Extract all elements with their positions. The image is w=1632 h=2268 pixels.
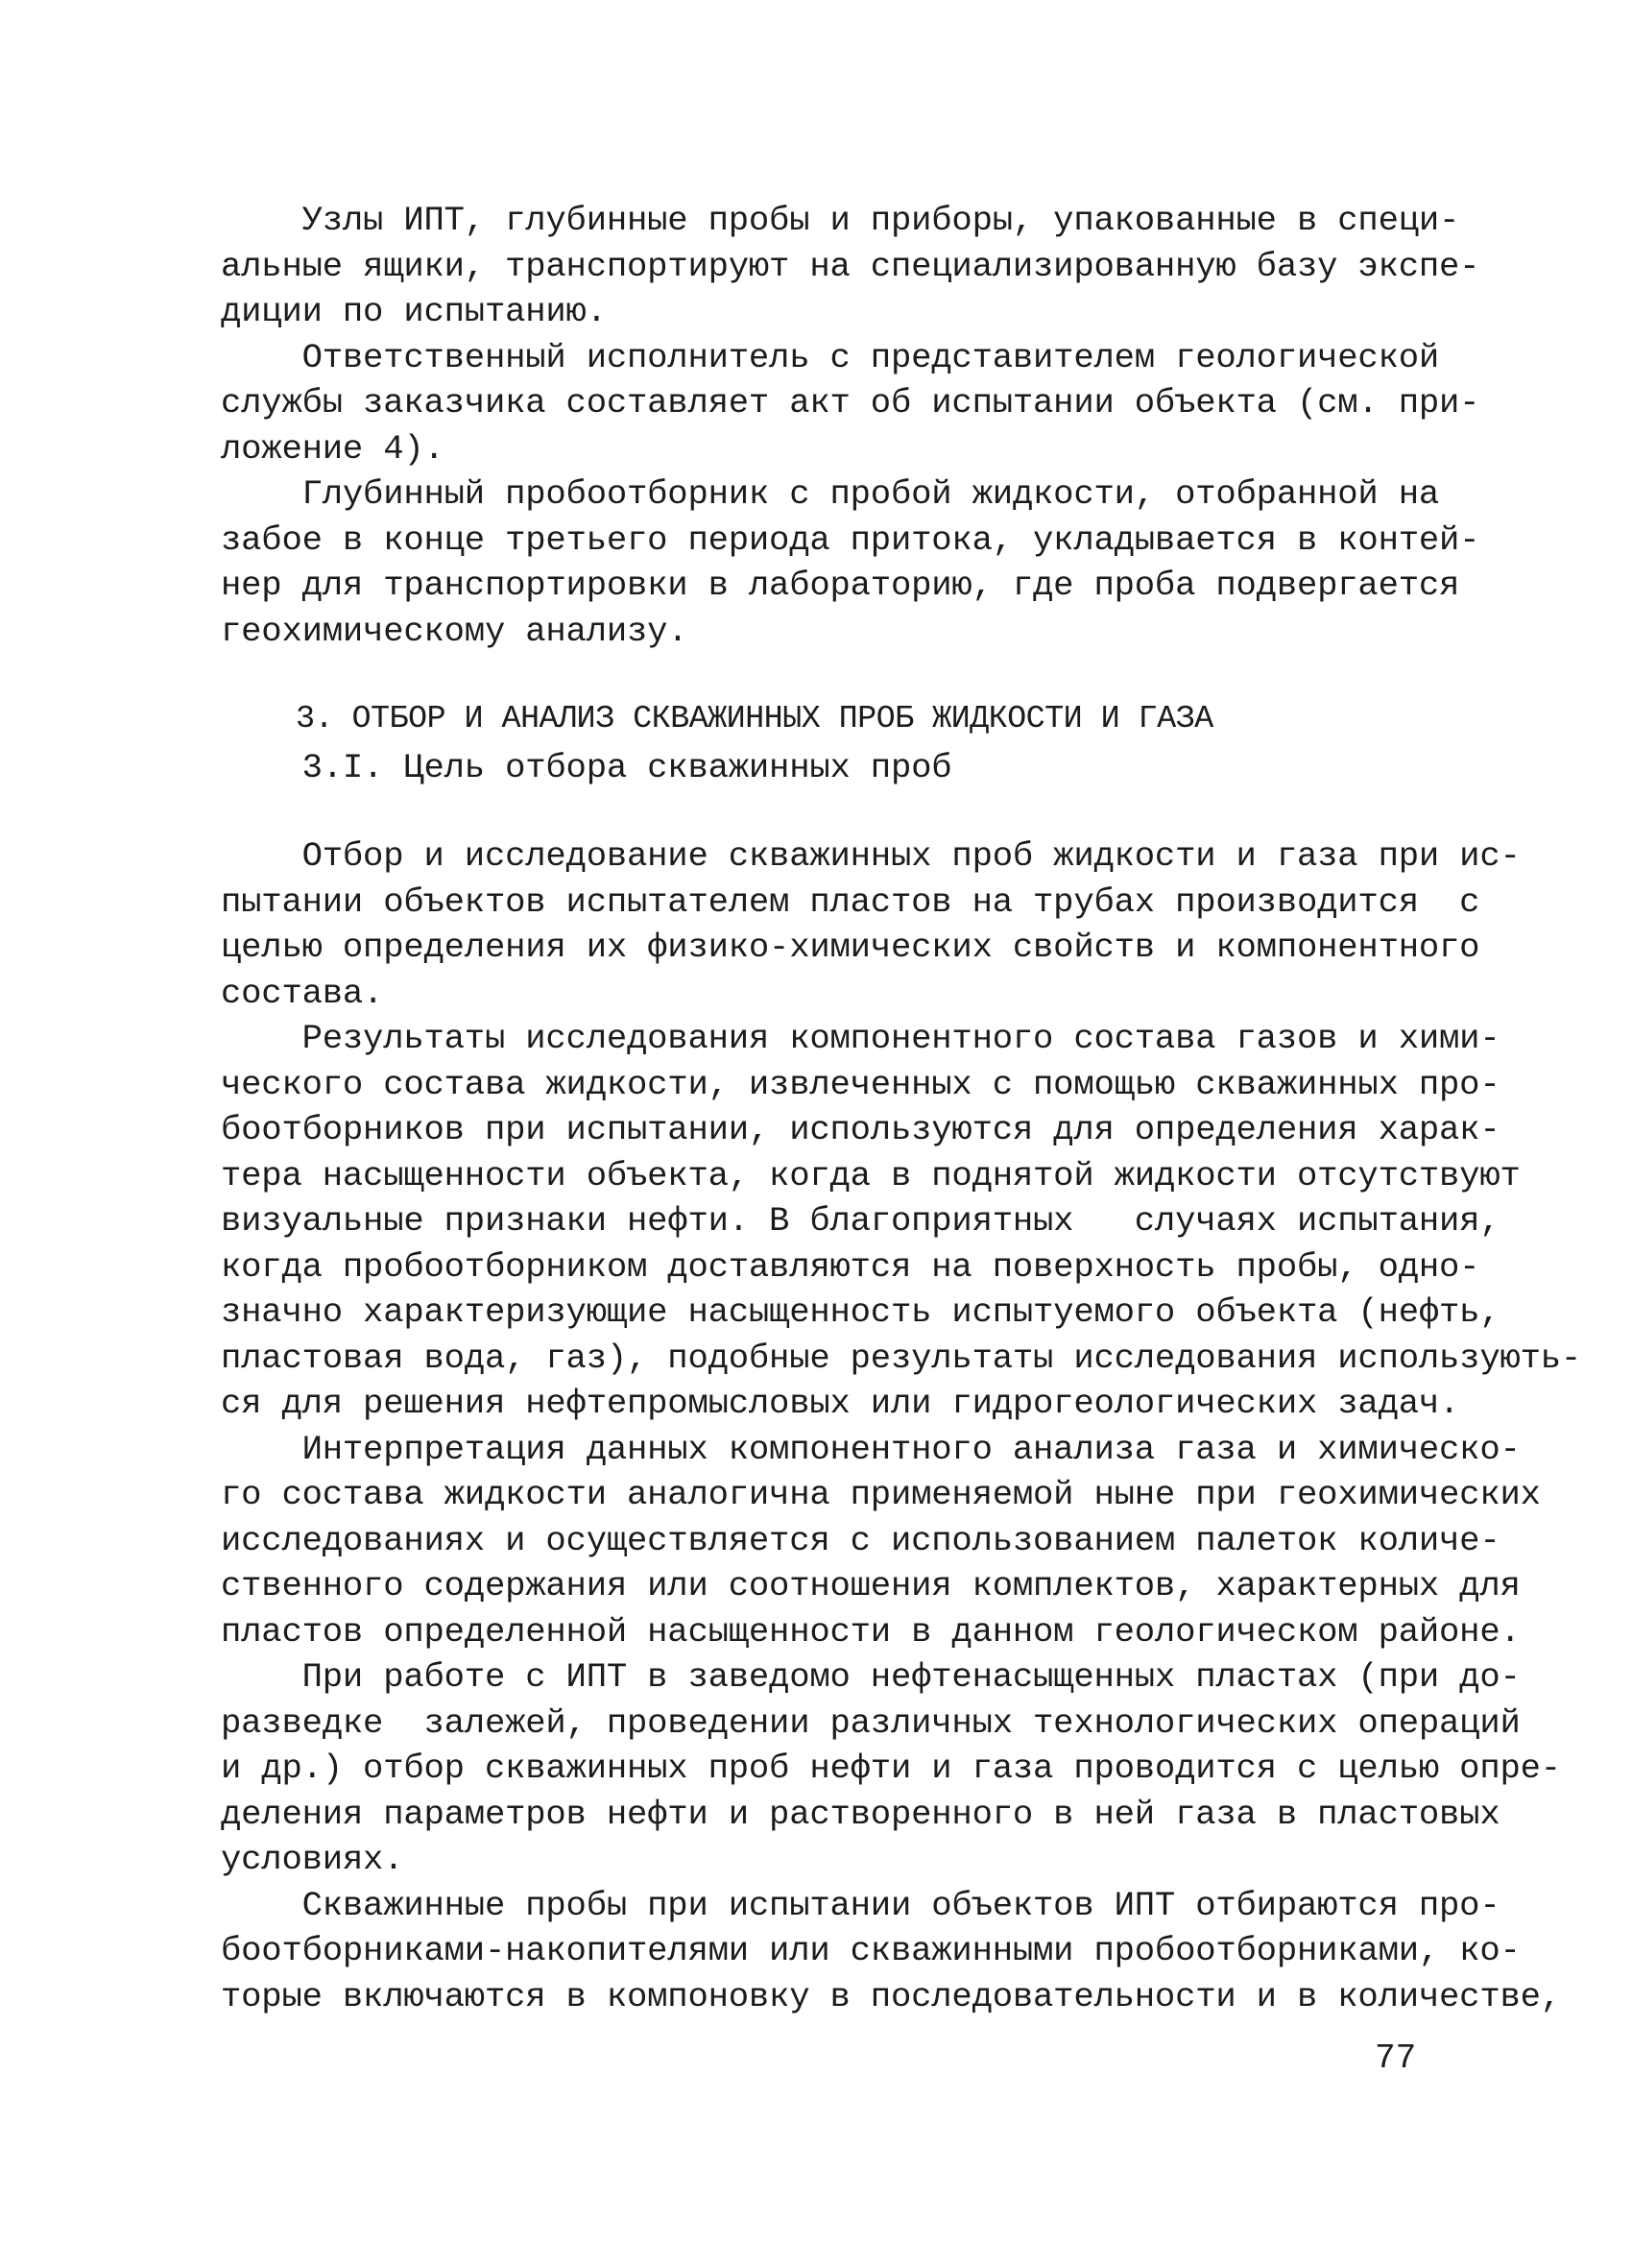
text-line: пластовая вода, газ), подобные результаты исследования использують- [221, 1339, 1582, 1378]
text-line: разведке залежей, проведении различных технологических операций [221, 1703, 1521, 1743]
text-line: боотборников при испытании, используются для определения харак- [221, 1110, 1500, 1149]
text-line: визуальные признаки нефти. В благоприятных случаях испытания, [221, 1201, 1500, 1241]
text-line: исследованиях и осуществляется с использованием палеток количе- [221, 1521, 1500, 1560]
text-line: и др.) отбор скважинных проб нефти и газа проводится с целью опре- [221, 1749, 1561, 1788]
text-line: тера насыщенности объекта, когда в поднятой жидкости отсутствуют [221, 1156, 1521, 1195]
text-line: торые включаются в компоновку в последовательности и в количестве, [221, 1977, 1561, 2016]
text-line: службы заказчика составляет акт об испытании объекта (см. при- [221, 383, 1480, 422]
text-line: альные ящики, транспортируют на специализированную базу экспе- [221, 247, 1480, 286]
text-line: ческого состава жидкости, извлеченных с помощью скважинных про- [221, 1065, 1500, 1104]
text-line: Отбор и исследование скважинных проб жидкости и газа при ис- [221, 836, 1521, 876]
text-line: боотборниками-накопителями или скважинными пробоотборниками, ко- [221, 1931, 1521, 1970]
text-line: го состава жидкости аналогична применяемой ныне при геохимических [221, 1475, 1541, 1514]
text-line: забое в конце третьего периода притока, укладывается в контей- [221, 520, 1480, 560]
text-line: целью определения их физико-химических свойств и компонентного [221, 928, 1480, 967]
text-line: состава. [221, 974, 384, 1013]
text-line: Ответственный исполнитель с представителем геологической [221, 338, 1440, 377]
text-line: Глубинный пробоотборник с пробой жидкости, отобранной на [221, 474, 1440, 514]
section-heading: 3. ОТБОР И АНАЛИЗ СКВАЖИННЫХ ПРОБ ЖИДКОСТИ И ГАЗА [221, 701, 1213, 737]
text-line: Интерпретация данных компонентного анализа газа и химическо- [221, 1430, 1521, 1469]
text-line: Узлы ИПТ, глубинные пробы и приборы, упакованные в специ- [221, 201, 1460, 240]
text-line: геохимическому анализу. [221, 612, 688, 651]
text-line: Скважинные пробы при испытании объектов ИПТ отбираются про- [221, 1886, 1500, 1925]
text-line: ложение 4). [221, 429, 444, 469]
text-line: значно характеризующие насыщенность испытуемого объекта (нефть, [221, 1292, 1500, 1332]
text-line: При работе с ИПТ в заведомо нефтенасыщенных пластах (при до- [221, 1657, 1521, 1697]
text-line: деления параметров нефти и растворенного в ней газа в пластовых [221, 1795, 1500, 1834]
text-line: диции по испытанию. [221, 292, 607, 331]
text-line: условиях. [221, 1840, 404, 1879]
text-line: когда пробоотборником доставляются на поверхность пробы, одно- [221, 1247, 1480, 1287]
text-line: пытании объектов испытателем пластов на трубах производится с [221, 882, 1480, 922]
text-line: пластов определенной насыщенности в данном геологическом районе. [221, 1612, 1521, 1652]
text-line: нер для транспортировки в лабораторию, где проба подвергается [221, 566, 1460, 605]
text-line: ся для решения нефтепромысловых или гидрогеологических задач. [221, 1384, 1460, 1423]
subsection-heading: 3.I. Цель отбора скважинных проб [221, 748, 952, 787]
text-line: Результаты исследования компонентного состава газов и хими- [221, 1019, 1500, 1058]
page-number: 77 [1375, 2039, 1417, 2078]
text-line: ственного содержания или соотношения комплектов, характерных для [221, 1566, 1521, 1605]
